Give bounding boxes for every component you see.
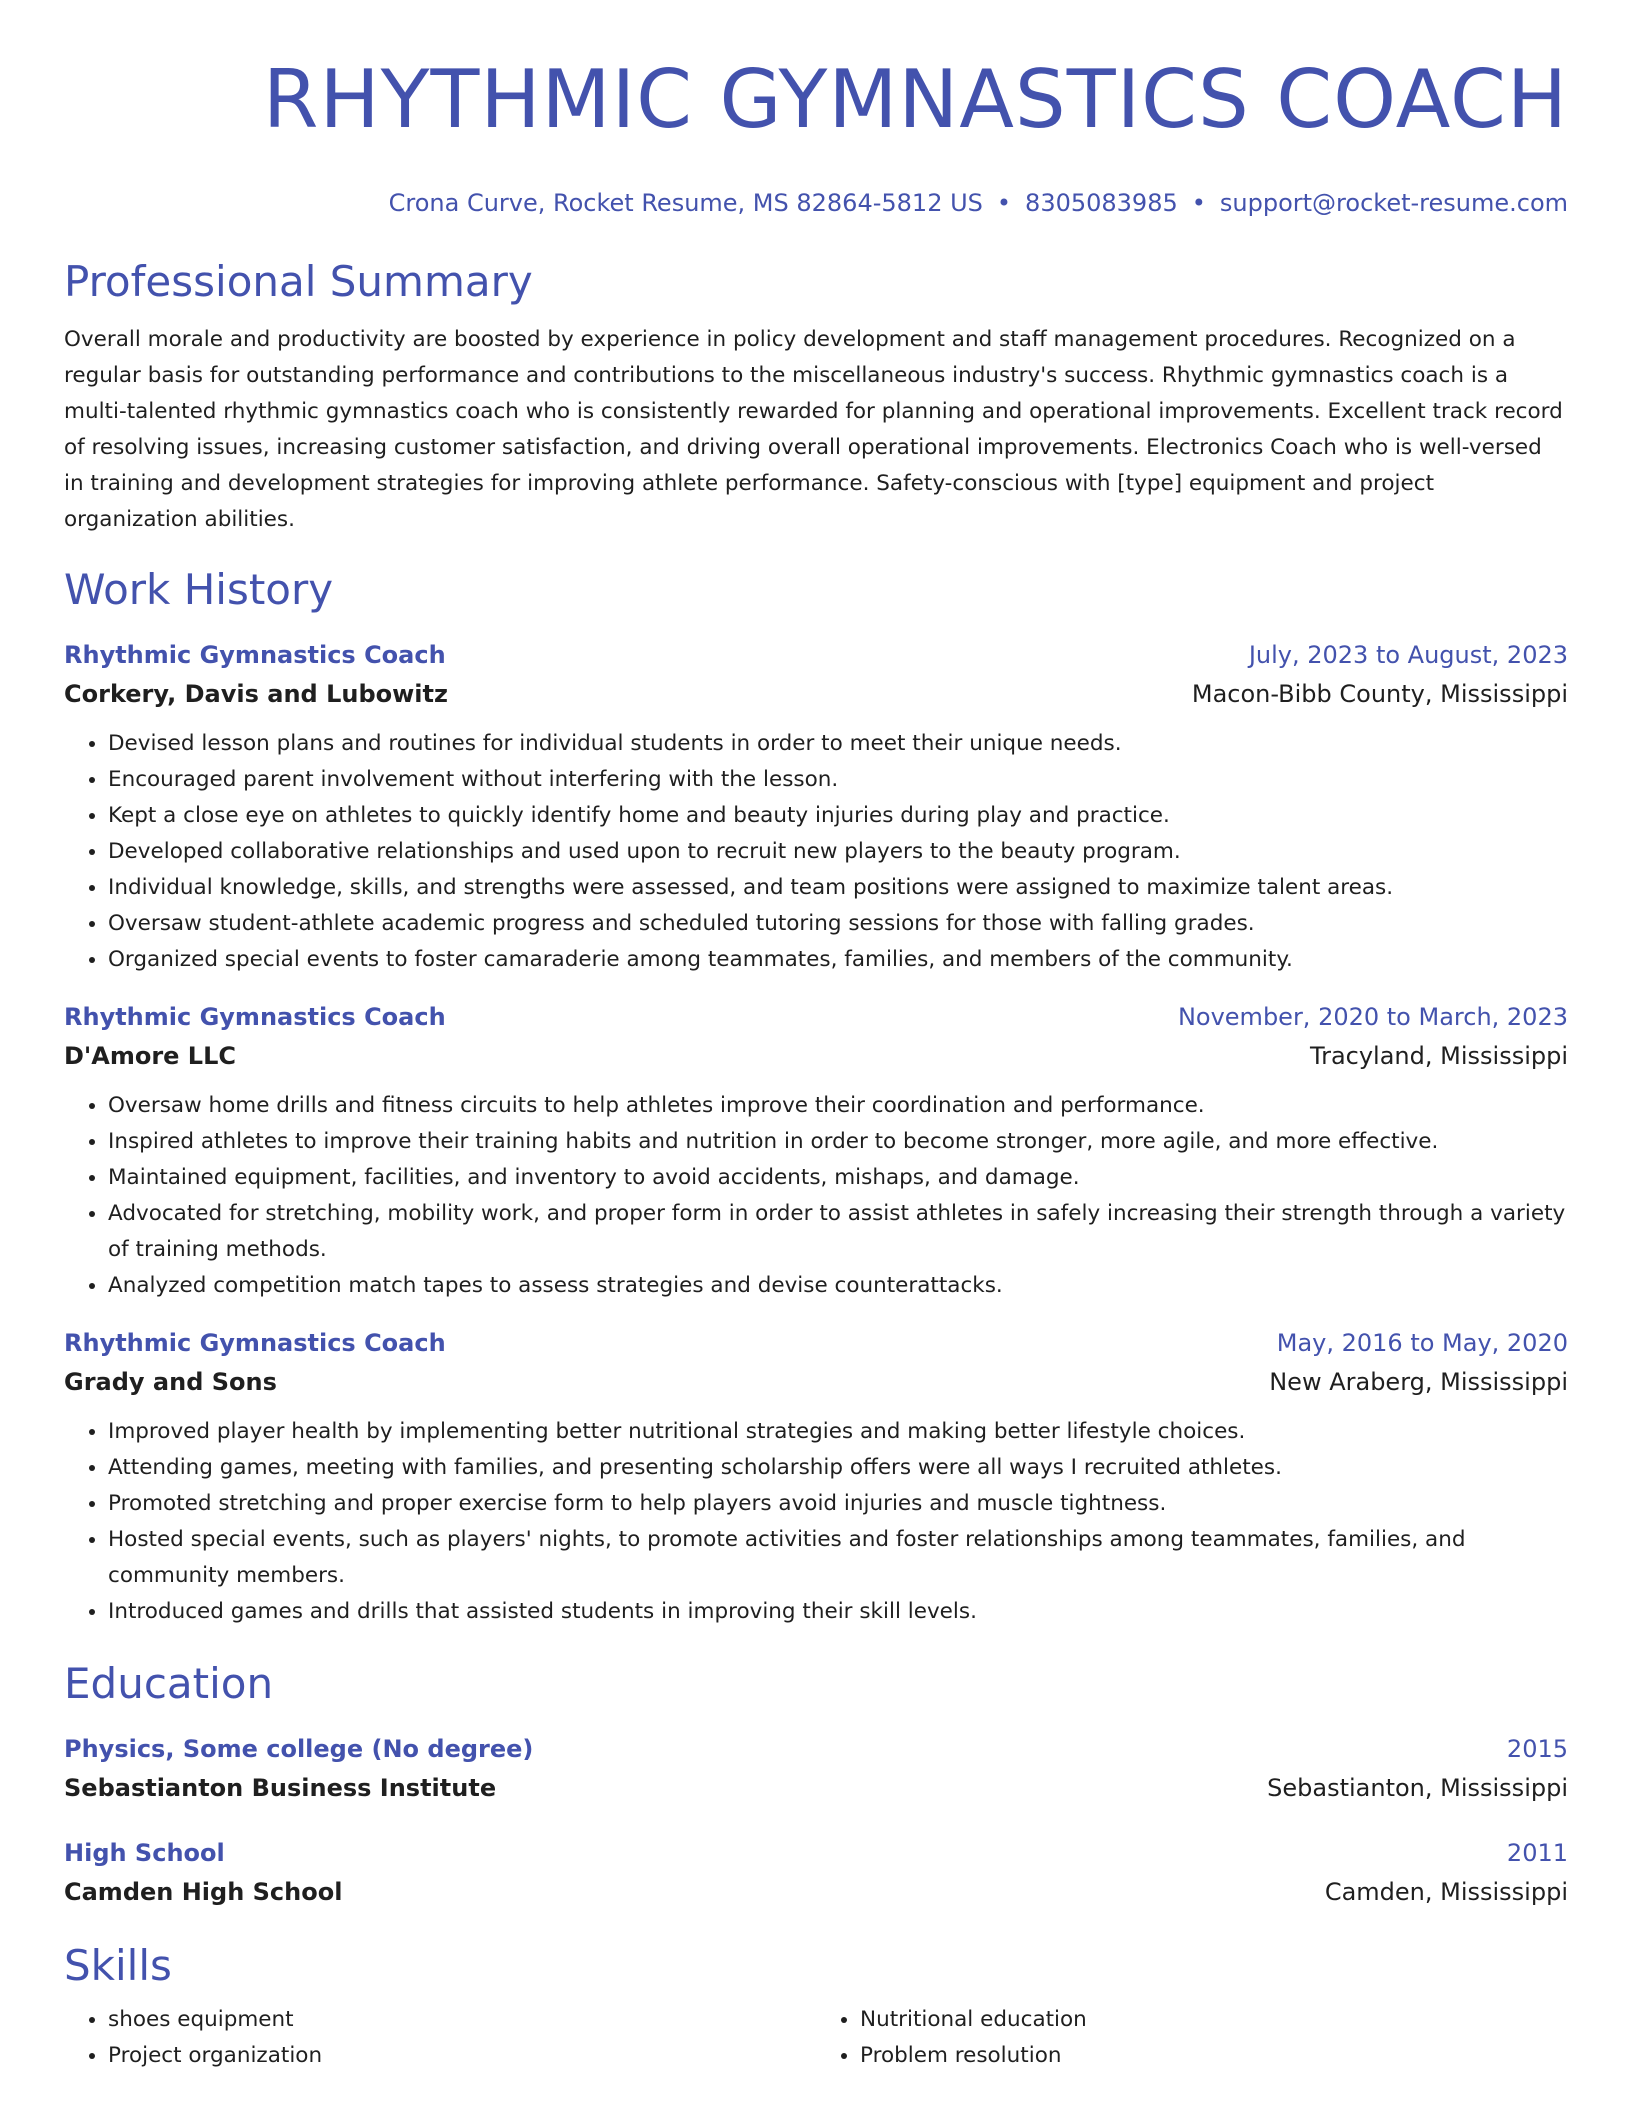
job-bullets [64, 1088, 1568, 1304]
job-entry [64, 636, 1568, 978]
job-bullet: • Promoted stretching and proper exercise form to help players avoid injuries and muscle tightness. [108, 1486, 1568, 1522]
job-bullet: • Attending games, meeting with families, and presenting scholarship offers were all ways I recruited athletes. [108, 1450, 1568, 1486]
education-header-row [64, 1730, 1568, 1768]
summary-text: Overall morale and productivity are boosted by experience in policy development and staff management procedures. Recognized on a regular basis for outstanding performance and contributions to the miscellaneous industry's success. Rhythmic gymnastics coach is a multi-talented rhythmic gymnastics coach who is consistently rewarded for planning and operational improvements. Excellent track record of resolving issues, increasing customer satisfaction, and driving overall operational improvements. Electronics Coach who is well-versed in training and development strategies for improving athlete performance. Safety-conscious with [type] equipment and project organization abilities. [64, 327, 1563, 532]
job-company-row [64, 1036, 1568, 1076]
job-bullet: • Inspired athletes to improve their training habits and nutrition in order to become stronger, more agile, and more effective. [108, 1124, 1568, 1160]
education-school: Sebastianton Business Institute [64, 1774, 497, 1802]
education-school-row [64, 1768, 1568, 1808]
summary-heading: Professional Summary [64, 257, 533, 306]
job-company: D'Amore LLC [64, 1042, 237, 1070]
job-company-row [64, 674, 1568, 714]
job-bullet: • Oversaw student-athlete academic progress and scheduled tutoring sessions for those with falling grades. [108, 906, 1568, 942]
job-bullets [64, 726, 1568, 978]
education-degree: High School [64, 1839, 225, 1867]
skill-item: • Project organization [108, 2038, 816, 2074]
resume-header [64, 50, 1568, 218]
job-bullet: • Hosted special events, such as players' nights, to promote activities and foster relationships among teammates, families, and community members. [108, 1522, 1568, 1594]
skill-item: • Nutritional education [860, 2002, 1568, 2038]
contact-separator: • [1191, 189, 1206, 217]
skills-column-left [64, 2002, 816, 2074]
job-dates: May, 2016 to May, 2020 [1276, 1329, 1568, 1357]
contact-address: Crona Curve, Rocket Resume, MS 82864-5812 US [388, 189, 983, 217]
job-bullet: • Oversaw home drills and fitness circuits to help athletes improve their coordination and performance. [108, 1088, 1568, 1124]
contact-email: support@rocket-resume.com [1219, 189, 1568, 217]
job-location: Macon-Bibb County, Mississippi [1191, 680, 1568, 708]
job-bullets [64, 1414, 1568, 1630]
education-location: Sebastianton, Mississippi [1267, 1774, 1568, 1802]
job-bullet: • Developed collaborative relationships and used upon to recruit new players to the beauty program. [108, 834, 1568, 870]
job-bullet: • Advocated for stretching, mobility work, and proper form in order to assist athletes in safely increasing their strength through a variety of training methods. [108, 1196, 1568, 1268]
job-company: Corkery, Davis and Lubowitz [64, 680, 448, 708]
job-bullet: • Introduced games and drills that assisted students in improving their skill levels. [108, 1594, 1568, 1630]
job-bullet: • Analyzed competition match tapes to assess strategies and devise counterattacks. [108, 1268, 1568, 1304]
education-year: 2011 [1506, 1839, 1568, 1867]
education-location: Camden, Mississippi [1324, 1878, 1568, 1906]
contact-separator: • [996, 189, 1012, 217]
skill-item: • shoes equipment [108, 2002, 816, 2038]
contact-line [64, 188, 1568, 218]
candidate-title: RHYTHMIC GYMNASTICS COACH [262, 53, 1568, 146]
skills-list [64, 2002, 816, 2074]
job-bullet: • Devised lesson plans and routines for individual students in order to meet their unique needs. [108, 726, 1568, 762]
education-school: Camden High School [64, 1878, 343, 1906]
education-heading: Education [64, 1659, 274, 1708]
education-entry [64, 1834, 1568, 1912]
job-bullet: • Encouraged parent involvement without interfering with the lesson. [108, 762, 1568, 798]
skills-column-right [816, 2002, 1568, 2074]
job-dates: November, 2020 to March, 2023 [1177, 1003, 1568, 1031]
job-role: Rhythmic Gymnastics Coach [64, 641, 446, 669]
job-bullet: • Maintained equipment, facilities, and inventory to avoid accidents, mishaps, and damage. [108, 1160, 1568, 1196]
skill-item: • Problem resolution [860, 2038, 1568, 2074]
job-role: Rhythmic Gymnastics Coach [64, 1003, 446, 1031]
education-school-row [64, 1872, 1568, 1912]
job-entry [64, 998, 1568, 1304]
skills-grid [64, 2002, 1568, 2074]
job-role: Rhythmic Gymnastics Coach [64, 1329, 446, 1357]
job-bullet: • Kept a close eye on athletes to quickly identify home and beauty injuries during play and practice. [108, 798, 1568, 834]
education-entry [64, 1730, 1568, 1808]
job-location: New Araberg, Mississippi [1269, 1368, 1568, 1396]
education-header-row [64, 1834, 1568, 1872]
education-degree: Physics, Some college (No degree) [64, 1735, 534, 1763]
skills-list [816, 2002, 1568, 2074]
job-bullet: • Improved player health by implementing better nutritional strategies and making better lifestyle choices. [108, 1414, 1568, 1450]
work-history-heading: Work History [64, 565, 334, 614]
job-bullet: • Organized special events to foster camaraderie among teammates, families, and members of the community. [108, 942, 1568, 978]
skills-heading: Skills [64, 1941, 172, 1990]
job-dates: July, 2023 to August, 2023 [1248, 641, 1568, 669]
job-entry [64, 1324, 1568, 1630]
job-location: Tracyland, Mississippi [1309, 1042, 1568, 1070]
job-header-row [64, 998, 1568, 1036]
job-company-row [64, 1362, 1568, 1402]
job-bullet: • Individual knowledge, skills, and strengths were assessed, and team positions were assigned to maximize talent areas. [108, 870, 1568, 906]
job-header-row [64, 636, 1568, 674]
job-header-row [64, 1324, 1568, 1362]
education-year: 2015 [1506, 1735, 1568, 1763]
job-company: Grady and Sons [64, 1368, 277, 1396]
contact-phone: 8305083985 [1025, 189, 1178, 217]
